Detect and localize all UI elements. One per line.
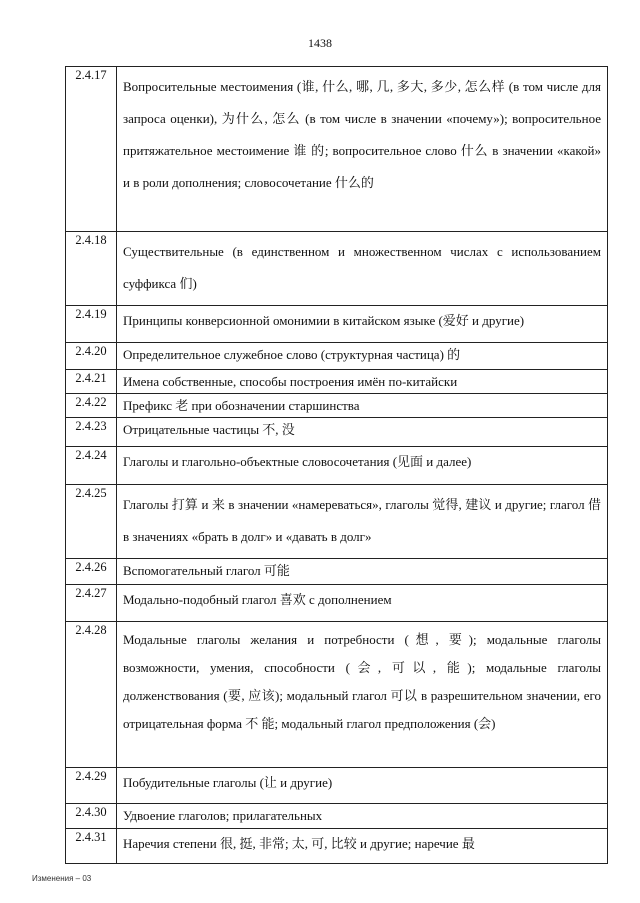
row-number: 2.4.17 (66, 67, 117, 232)
table-row (66, 804, 608, 829)
table-row (66, 370, 608, 394)
row-text: Глаголы и глагольно-объектные словосочетания (见面 и далее) (117, 447, 608, 485)
table-row (66, 306, 608, 343)
table-row (66, 585, 608, 622)
row-number: 2.4.27 (66, 585, 117, 622)
table-row (66, 829, 608, 864)
row-number: 2.4.18 (66, 232, 117, 306)
row-number: 2.4.24 (66, 447, 117, 485)
footer-note: Изменения – 03 (32, 874, 92, 883)
row-text: Определительное служебное слово (структурная частица) 的 (117, 343, 608, 370)
row-text: Существительные (в единственном и множественном числах с использованием суффикса 们) (117, 232, 608, 306)
table-row (66, 559, 608, 585)
table-row (66, 418, 608, 447)
table-row (66, 67, 608, 232)
row-text: Вопросительные местоимения (谁, 什么, 哪, 几, 多大, 多少, 怎么样 (в том числе для запроса оценки), 为什么, 怎么 (в том числе в значении «почему»); вопросительное притяжательное местоимение 谁 的; вопросительное слово 什么 в значении «какой» и в роли дополнения; словосочетание 什么的 (117, 67, 608, 232)
table-row (66, 622, 608, 768)
table-row (66, 394, 608, 418)
row-number: 2.4.26 (66, 559, 117, 585)
page-number: 1438 (308, 36, 332, 50)
row-text: Имена собственные, способы построения имён по-китайски (117, 370, 608, 394)
row-number: 2.4.31 (66, 829, 117, 864)
row-text: Удвоение глаголов; прилагательных (117, 804, 608, 829)
row-text: Модально-подобный глагол 喜欢 с дополнением (117, 585, 608, 622)
table-row (66, 232, 608, 306)
table-row (66, 343, 608, 370)
row-text: Побудительные глаголы (让 и другие) (117, 768, 608, 804)
row-number: 2.4.21 (66, 370, 117, 394)
row-number: 2.4.29 (66, 768, 117, 804)
row-text: Вспомогательный глагол 可能 (117, 559, 608, 585)
row-number: 2.4.23 (66, 418, 117, 447)
table-row (66, 447, 608, 485)
row-text: Принципы конверсионной омонимии в китайском языке (爱好 и другие) (117, 306, 608, 343)
row-number: 2.4.20 (66, 343, 117, 370)
row-number: 2.4.22 (66, 394, 117, 418)
row-text: Отрицательные частицы 不, 没 (117, 418, 608, 447)
row-text: Модальные глаголы желания и потребности (想, 要); модальные глаголы возможности, умения, способности (会, 可以, 能); модальные глаголы долженствования (要, 应该); модальный глагол 可以 в разрешительном значении, его отрицательная форма 不 能; модальный глагол предположения (会) (117, 622, 608, 768)
row-text: Глаголы 打算 и 来 в значении «намереваться», глаголы 觉得, 建议 и другие; глагол 借 в значениях «брать в долг» и «давать в долг» (117, 485, 608, 559)
row-number: 2.4.19 (66, 306, 117, 343)
row-text: Префикс 老 при обозначении старшинства (117, 394, 608, 418)
row-number: 2.4.25 (66, 485, 117, 559)
row-number: 2.4.30 (66, 804, 117, 829)
row-number: 2.4.28 (66, 622, 117, 768)
table-row (66, 485, 608, 559)
curriculum-table (65, 66, 608, 864)
table-row (66, 768, 608, 804)
row-text: Наречия степени 很, 挺, 非常; 太, 可, 比较 и другие; наречие 最 (117, 829, 608, 864)
